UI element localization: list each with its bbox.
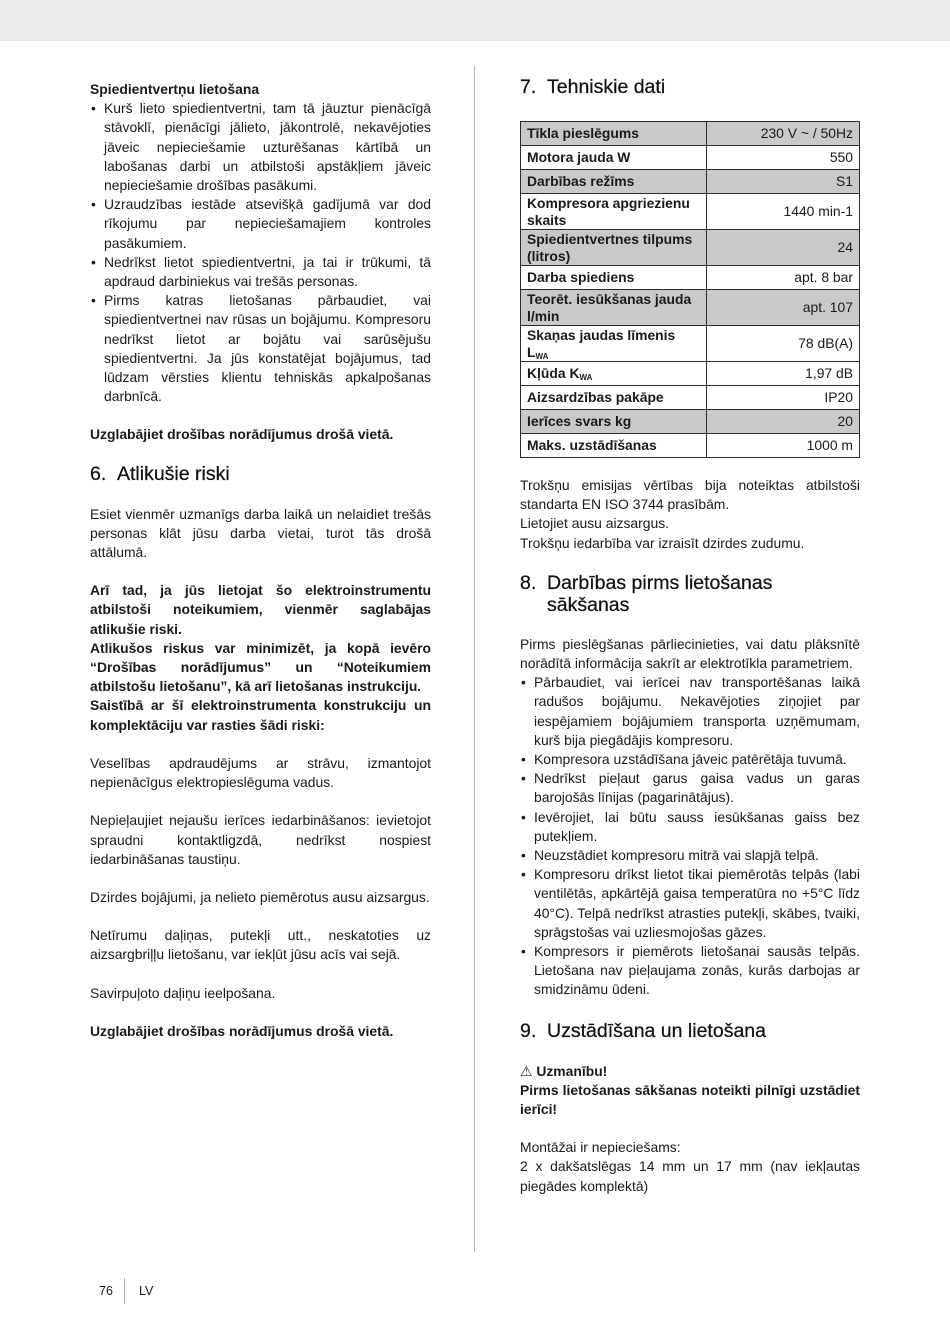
table-row xyxy=(521,266,860,290)
table-row xyxy=(521,194,860,230)
list-item: • Pirms katras lietošanas pārbaudiet, vai spiedientvertnei nav rūsas un bojājumu. Kompresoru nedrīkst lietot ar bojātu vai sarūsējušu spiedientvertni. Ja jūs konstatējat bojājumus, tad lūdzam vērsties klientu tehniskās apkalpošanas darbnīcā. xyxy=(90,291,431,406)
section-number: 9. xyxy=(520,1019,537,1042)
spec-label: Skaņas jaudas līmenis $L_{WA}$ xyxy=(521,326,707,362)
table-row xyxy=(521,326,860,362)
section-title: Uzstādīšana un lietošana xyxy=(547,1019,766,1042)
table-row xyxy=(521,362,860,386)
section-number: 7. xyxy=(520,76,537,98)
spec-label: Kļūda $K_{WA}$ xyxy=(521,362,707,386)
table-row xyxy=(521,290,860,326)
warning-triangle-icon: ⚠ xyxy=(520,1062,533,1079)
section-7-heading xyxy=(520,76,860,98)
spec-value: S1 xyxy=(707,170,860,194)
list-item: • Nedrīkst pieļaut garus gaisa vadus un garas barojošās līnijas (pagarinātājus). xyxy=(520,769,860,807)
usage-heading: Spiedientvertņu lietošana xyxy=(90,81,260,97)
spec-value: 20 xyxy=(707,410,860,434)
page-number: 76 xyxy=(99,1284,113,1298)
spec-label: Ierīces svars kg xyxy=(521,410,707,434)
spec-label-subscript: WA xyxy=(535,351,549,361)
section-8-heading xyxy=(520,572,860,616)
risk-item: Savirpuļoto daļiņu ieelpošana. xyxy=(90,984,276,1001)
spec-value: apt. 8 bar xyxy=(707,266,860,290)
list-item: • Pārbaudiet, vai ierīcei nav transportēšanas laikā radušos bojājumu. Nekavējoties ziņojiet par iespējamiem bojājumiem transporta uzņēmumam, kurš bija piegādājis kompresoru. xyxy=(520,673,860,750)
list-item: • Kurš lieto spiedientvertni, tam tā jāuztur pienācīgā stāvoklī, pienācīgi jālieto, jākontrolē, nekavējoties jāveic nepieciešamie uzturēšanas kārtībā un labošanas darbi un atbilstoši apstākļiem jāveic nepieciešamie drošības pasākumi. xyxy=(90,99,431,195)
spec-label: Spiedientvertnes tilpums (litros) xyxy=(521,230,707,266)
spec-value: 1,97 dB xyxy=(707,362,860,386)
spec-label: Maks. uzstādīšanas xyxy=(521,434,707,458)
list-item: • Ievērojiet, lai būtu sauss iesūkšanas gaiss bez putekļiem. xyxy=(520,808,860,846)
section-number: 6. xyxy=(90,462,107,485)
language-code: LV xyxy=(139,1284,154,1298)
risk-item: Veselības apdraudējums ar strāvu, izmantojot nepienācīgus elektropieslēguma vadus. xyxy=(90,754,431,791)
warning-heading xyxy=(520,1062,860,1081)
spec-value: 24 xyxy=(707,230,860,266)
residual-risk-note: Saistībā ar šī elektroinstrumenta konstrukciju un komplektāciju var rasties šādi riski: xyxy=(90,697,431,733)
spec-value: 1440 min-1 xyxy=(707,194,860,230)
table-row xyxy=(521,410,860,434)
keep-safe-note: Uzglabājiet drošības norādījumus drošā vietā. xyxy=(90,1022,394,1039)
list-item: • Kompresors ir piemērots lietošanai sausās telpās. Lietošana nav pieļaujama zonās, kurās darbojas ar smidzināmu ūdeni. xyxy=(520,942,860,1000)
residual-risk-note: Arī tad, ja jūs lietojat šo elektroinstrumentu atbilstoši noteikumiem, vienmēr saglabājas atlikušie riski. xyxy=(90,582,431,637)
noise-note: Lietojiet ausu aizsargus. xyxy=(520,515,670,532)
warning-title: Uzmanību! xyxy=(536,1062,608,1079)
spec-label: Kompresora apgriezienu skaits xyxy=(521,194,707,230)
section-8-bullet-list xyxy=(520,673,860,999)
spec-label: Motora jauda W xyxy=(521,146,707,170)
section-8-intro: Pirms pieslēgšanas pārliecinieties, vai datu plāksnītē norādītā informācija sakrīt ar elektrotīkla parametriem. xyxy=(520,635,860,672)
list-item: • Kompresora uzstādīšana jāveic patērētāja tuvumā. xyxy=(520,750,860,769)
section-title: Darbības pirms lietošanas sākšanas xyxy=(547,571,773,616)
list-item: • Uzraudzības iestāde atsevišķā gadījumā var dod rīkojumu par nepieciešamajiem kontroles pasākumiem. xyxy=(90,195,431,253)
section-9-heading xyxy=(520,1020,860,1042)
spec-label: Teorēt. iesūkšanas jauda l/min xyxy=(521,290,707,326)
section-title: Tehniskie dati xyxy=(547,76,666,98)
warning-text: Pirms lietošanas sākšanas noteikti pilnīgi uzstādiet ierīci! xyxy=(520,1081,860,1118)
column-divider xyxy=(474,66,475,1252)
section-number: 8. xyxy=(520,571,537,594)
risk-item: Nepieļaujiet nejaušu ierīces iedarbināšanos: ievietojot spraudni kontaktligzdā, nedrīkst nospiest iedarbināšanas taustiņu. xyxy=(90,812,431,867)
technical-data-table xyxy=(520,121,860,458)
right-column xyxy=(520,76,860,1196)
mounting-item: 2 x dakšatslēgas 14 mm un 17 mm (nav iekļautas piegādes komplektā) xyxy=(520,1158,860,1194)
mounting-intro: Montāžai ir nepieciešams: xyxy=(520,1139,681,1156)
residual-risk-note: Atlikušos riskus var minimizēt, ja kopā ievēro “Drošības norādījumus” un “Noteikumiem atbilstošu lietošanu”, kā arī lietošanas instrukciju. xyxy=(90,639,431,695)
table-row xyxy=(521,434,860,458)
noise-note: Trokšņu emisijas vērtības bija noteiktas atbilstoši standarta EN ISO 3744 prasībām. xyxy=(520,477,860,513)
risk-item: Dzirdes bojājumi, ja nelieto piemērotus ausu aizsargus. xyxy=(90,888,430,905)
footer-separator xyxy=(124,1278,125,1304)
list-item: • Nedrīkst lietot spiedientvertni, ja tai ir trūkumi, tā apdraud darbiniekus vai trešās personas. xyxy=(90,253,431,291)
keep-safe-note: Uzglabājiet drošības norādījumus drošā vietā. xyxy=(90,426,394,443)
usage-bullet-list xyxy=(90,99,431,406)
spec-label: Darba spiediens xyxy=(521,266,707,290)
section-6-heading xyxy=(90,463,431,485)
table-row xyxy=(521,146,860,170)
spec-label-subscript: WA xyxy=(579,373,593,383)
risk-item: Netīrumu daļiņas, putekļi utt., neskatoties uz aizsargbriļļu lietošanu, var iekļūt jūsu acīs vai sejā. xyxy=(90,927,431,963)
section-title: Atlikušie riski xyxy=(117,462,230,485)
spec-value: 1000 m xyxy=(707,434,860,458)
spec-label: Darbības režīms xyxy=(521,170,707,194)
list-item: • Kompresoru drīkst lietot tikai piemērotās telpās (labi ventilētās, apkārtējā gaisa temperatūra no +5°C līdz 40°C). Telpā nedrīkst atrasties putekļi, skābes, tvaiki, sprāgstošas vai uzliesmojošas gāzes. xyxy=(520,865,860,942)
left-column xyxy=(90,80,431,1041)
noise-note: Trokšņu iedarbība var izraisīt dzirdes zudumu. xyxy=(520,534,805,551)
spec-value: IP20 xyxy=(707,386,860,410)
section-6-intro: Esiet vienmēr uzmanīgs darba laikā un nelaidiet trešās personas klāt jūsu darba vietai, turot tās drošā attālumā. xyxy=(90,505,431,561)
table-row xyxy=(521,122,860,146)
spec-value: 230 V ~ / 50Hz xyxy=(707,122,860,146)
spec-value: 550 xyxy=(707,146,860,170)
table-row xyxy=(521,170,860,194)
spec-value: 78 dB(A) xyxy=(707,326,860,362)
spec-value: apt. 107 xyxy=(707,290,860,326)
list-item: • Neuzstādiet kompresoru mitrā vai slapjā telpā. xyxy=(520,846,860,865)
spec-label: Aizsardzības pakāpe xyxy=(521,386,707,410)
top-bar xyxy=(0,0,950,41)
table-row xyxy=(521,230,860,266)
table-row xyxy=(521,386,860,410)
spec-label: Tīkla pieslēgums xyxy=(521,122,707,146)
